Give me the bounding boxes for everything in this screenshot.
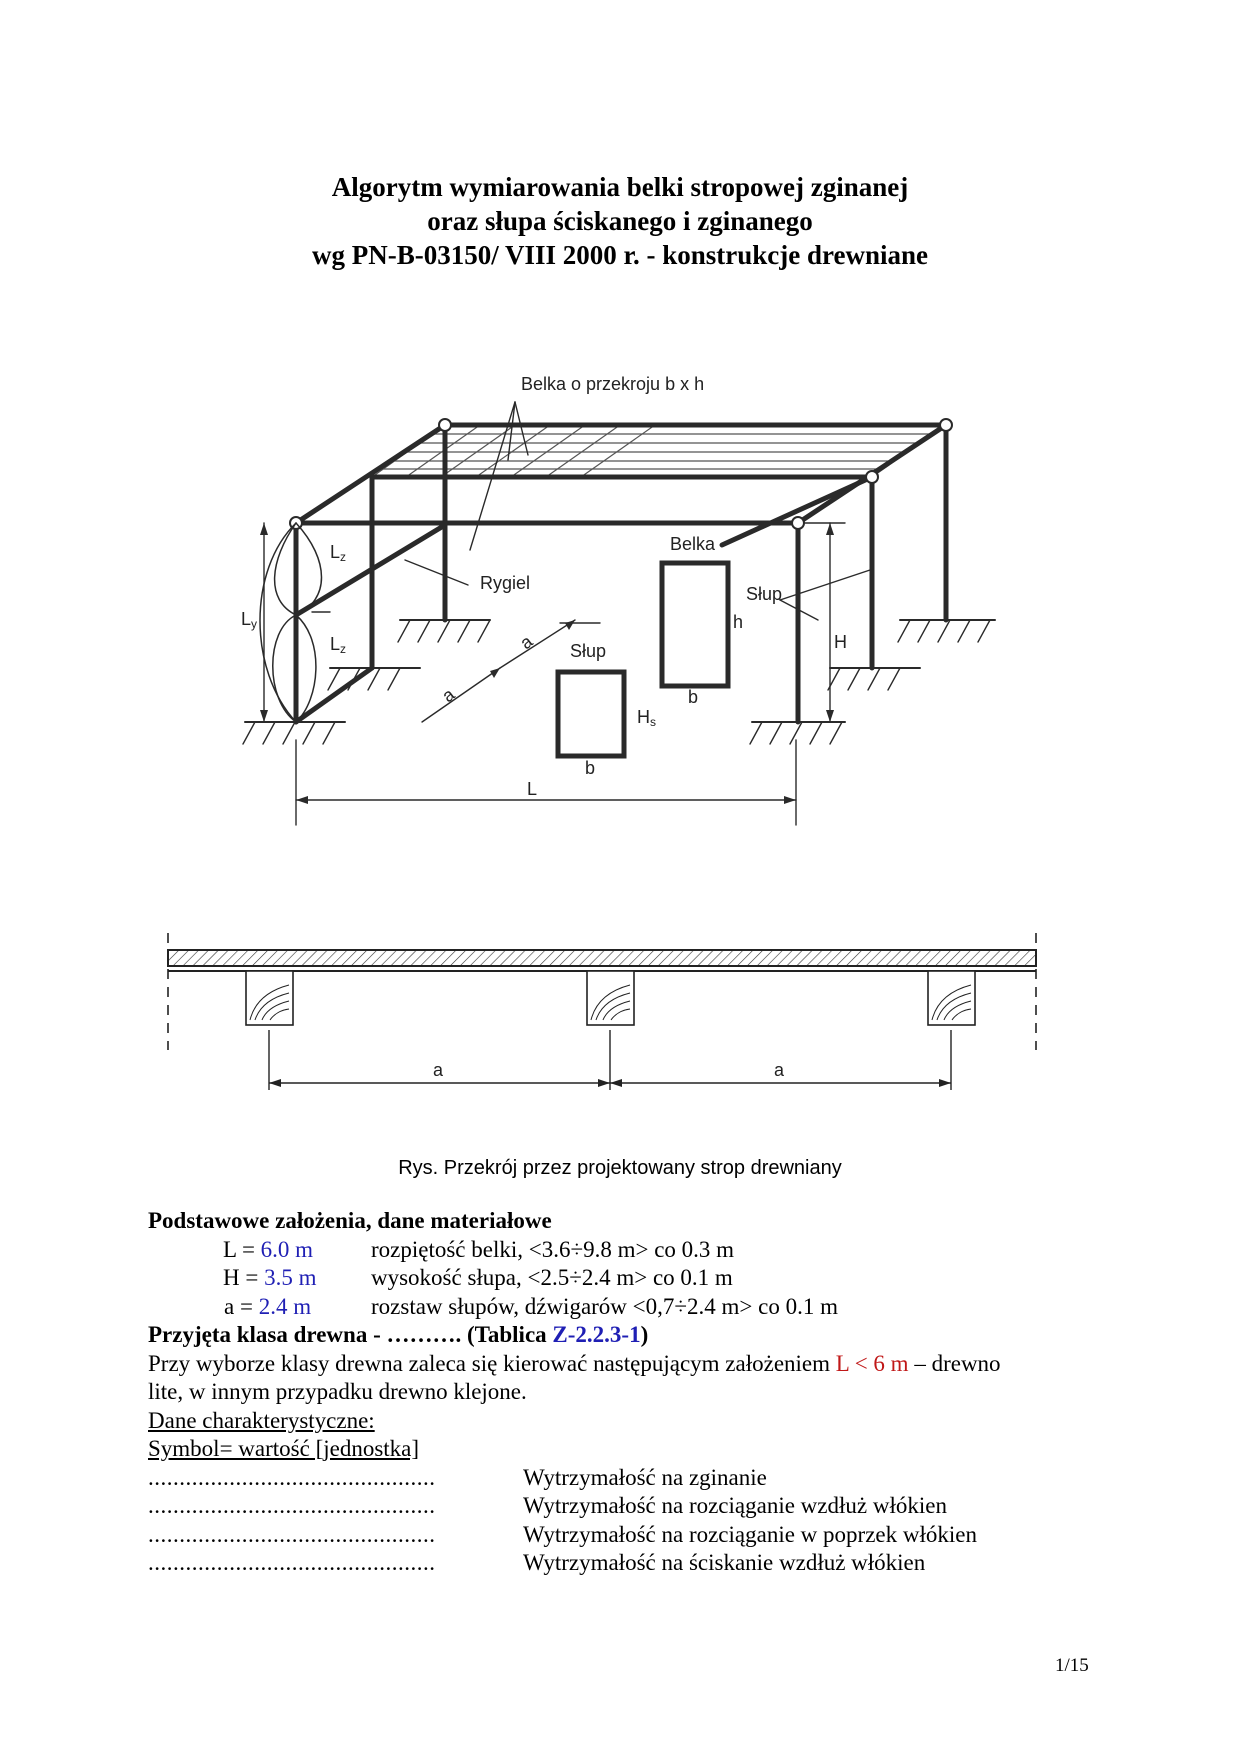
label-rygiel: Rygiel: [480, 573, 531, 593]
floor-boards: [168, 950, 1036, 966]
wood-class-line: Przyjęta klasa drewna - ………. (Tablica Z-2.2.3-1): [148, 1322, 649, 1347]
label-b-beam: b: [688, 687, 699, 707]
property-value-blank[interactable]: ..............................................: [148, 1493, 436, 1518]
label-h: h: [733, 612, 744, 632]
advice-condition: L < 6 m: [835, 1350, 909, 1376]
property-value-blank[interactable]: ..............................................: [148, 1550, 436, 1575]
label-slup-right: Słup: [746, 584, 783, 604]
section-heading: Podstawowe założenia, dane materiałowe: [148, 1208, 552, 1233]
column-section: [558, 672, 624, 756]
label-belka-przekroj: Belka o przekroju b x h: [521, 374, 705, 394]
label-L: L: [527, 779, 538, 799]
symbol-heading: Symbol= wartość [jednostka]: [148, 1436, 420, 1461]
param-row: L = 6.0 m rozpiętość belki, <3.6÷9.8 m> co 0.3 m: [148, 1236, 1088, 1265]
label-Hs: H: [637, 707, 650, 727]
param-row: a = 2.4 m rozstaw słupów, dźwigarów <0,7÷2.4 m> co 0.1 m: [148, 1293, 1088, 1322]
property-row: [148, 1521, 1088, 1550]
title-line-2: oraz słupa ściskanego i zginanego: [427, 206, 813, 236]
hinge-markers: [290, 419, 952, 529]
label-H: H: [834, 632, 847, 652]
label-b-column: b: [585, 758, 596, 778]
deck-grid: [372, 425, 946, 477]
label-lz-bottom: L: [330, 634, 341, 654]
timber-joists: [246, 971, 975, 1025]
beam-section: [662, 563, 728, 686]
document-title: [0, 170, 1240, 272]
property-row: [148, 1492, 1088, 1521]
assumptions-section: [148, 1207, 1088, 1578]
floor-section-figure: [0, 920, 1240, 1090]
label-a-lower: a: [438, 684, 459, 707]
label-ly: L: [241, 609, 252, 629]
label-a-left: a: [433, 1060, 444, 1080]
structure-figure: [0, 340, 1240, 900]
label-slup-center: Słup: [570, 641, 607, 661]
label-a-upper: a: [516, 631, 537, 654]
property-label: Wytrzymałość na rozciąganie wzdłuż włókien: [523, 1493, 947, 1518]
svg-text:Lz: Lz: [330, 634, 347, 656]
page-number: 1/15: [1055, 1655, 1089, 1676]
param-value: 6.0 m: [260, 1236, 314, 1262]
param-desc: rozpiętość belki, <3.6÷9.8 m> co 0.3 m: [371, 1236, 735, 1262]
label-lz-top: L: [330, 542, 341, 562]
title-line-1: Algorytm wymiarowania belki stropowej zginanej: [331, 172, 909, 202]
property-value-blank[interactable]: ..............................................: [148, 1521, 436, 1547]
property-label: Wytrzymałość na zginanie: [523, 1464, 767, 1490]
svg-text:Lz: Lz: [330, 542, 347, 564]
label-belka: Belka: [670, 534, 716, 554]
param-row: H = 3.5 m wysokość słupa, <2.5÷2.4 m> co 0.1 m: [148, 1264, 1088, 1293]
param-desc: wysokość słupa, <2.5÷2.4 m> co 0.1 m: [371, 1265, 733, 1290]
property-label: Wytrzymałość na rozciąganie w poprzek włókien: [523, 1521, 977, 1547]
characteristic-heading: Dane charakterystyczne:: [148, 1407, 375, 1433]
property-row: [148, 1549, 1088, 1578]
buckling-curves: [260, 523, 322, 722]
table-reference-link[interactable]: Z-2.2.3-1: [552, 1322, 641, 1347]
figure-caption: Rys. Przekrój przez projektowany strop drewniany: [398, 1157, 842, 1179]
spacing-dimension: [269, 1030, 951, 1090]
property-row: [148, 1464, 1088, 1493]
svg-text:Hs: Hs: [637, 707, 656, 729]
title-line-3: wg PN-B-03150/ VIII 2000 r. - konstrukcje drewniane: [311, 240, 929, 270]
property-label: Wytrzymałość na ściskanie wzdłuż włókien: [523, 1550, 926, 1575]
param-value: 2.4 m: [258, 1293, 312, 1319]
advice-line: Przy wyborze klasy drewna zaleca się kierować następującym założeniem L < 6 m – drewno: [148, 1350, 1001, 1376]
dimension-lines: [264, 402, 870, 825]
label-a-right: a: [774, 1060, 785, 1080]
param-desc: rozstaw słupów, dźwigarów <0,7÷2.4 m> co 0.1 m: [371, 1293, 838, 1319]
property-value-blank[interactable]: ..............................................: [148, 1464, 436, 1490]
advice-line-2: lite, w innym przypadku drewno klejone.: [148, 1379, 527, 1404]
svg-text:Ly: Ly: [241, 609, 258, 631]
param-value: 3.5 m: [264, 1265, 317, 1290]
